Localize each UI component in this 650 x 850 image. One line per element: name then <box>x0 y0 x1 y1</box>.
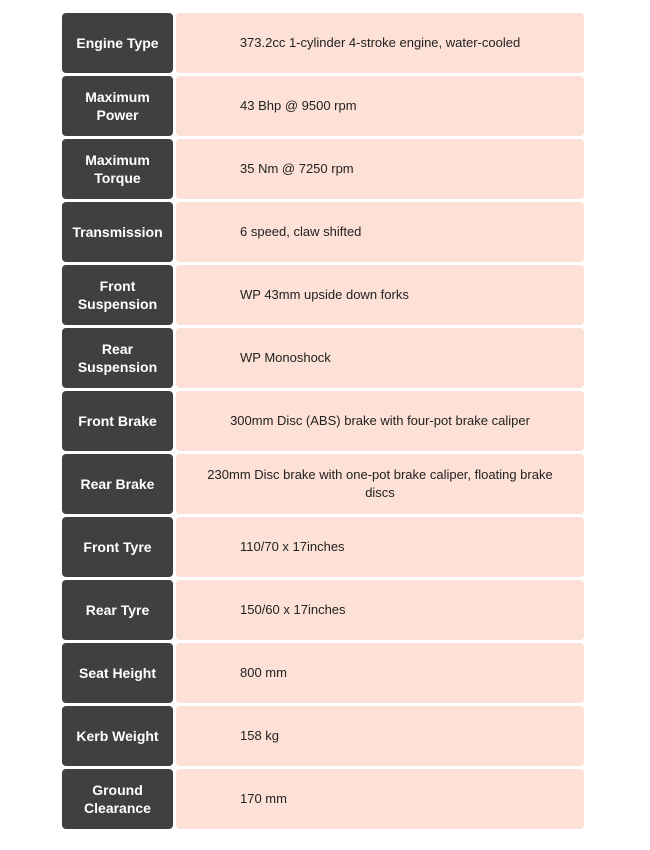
spec-label: Transmission <box>62 202 173 262</box>
spec-row-maximum-power <box>62 76 584 136</box>
spec-label: Front Suspension <box>62 265 173 325</box>
spec-label: Rear Suspension <box>62 328 173 388</box>
spec-value: 43 Bhp @ 9500 rpm <box>176 76 584 136</box>
spec-value: WP 43mm upside down forks <box>176 265 584 325</box>
spec-value: 373.2cc 1-cylinder 4-stroke engine, water-cooled <box>176 13 584 73</box>
spec-label: Engine Type <box>62 13 173 73</box>
spec-label: Kerb Weight <box>62 706 173 766</box>
spec-row-front-suspension <box>62 265 584 325</box>
spec-row-seat-height <box>62 643 584 703</box>
spec-value: 150/60 x 17inches <box>176 580 584 640</box>
spec-row-front-tyre <box>62 517 584 577</box>
spec-value: 110/70 x 17inches <box>176 517 584 577</box>
spec-label: Seat Height <box>62 643 173 703</box>
spec-row-engine-type <box>62 13 584 73</box>
spec-label: Front Tyre <box>62 517 173 577</box>
spec-label: Maximum Torque <box>62 139 173 199</box>
spec-value: 800 mm <box>176 643 584 703</box>
spec-value: 6 speed, claw shifted <box>176 202 584 262</box>
spec-value: WP Monoshock <box>176 328 584 388</box>
spec-value: 158 kg <box>176 706 584 766</box>
spec-row-kerb-weight <box>62 706 584 766</box>
spec-row-rear-tyre <box>62 580 584 640</box>
spec-label: Rear Brake <box>62 454 173 514</box>
spec-value: 300mm Disc (ABS) brake with four-pot brake caliper <box>176 391 584 451</box>
spec-value: 35 Nm @ 7250 rpm <box>176 139 584 199</box>
spec-label: Maximum Power <box>62 76 173 136</box>
spec-row-ground-clearance <box>62 769 584 829</box>
spec-label: Rear Tyre <box>62 580 173 640</box>
spec-value: 230mm Disc brake with one-pot brake caliper, floating brake discs <box>176 454 584 514</box>
spec-label: Front Brake <box>62 391 173 451</box>
spec-row-rear-suspension <box>62 328 584 388</box>
spec-row-transmission <box>62 202 584 262</box>
spec-label: Ground Clearance <box>62 769 173 829</box>
spec-row-front-brake <box>62 391 584 451</box>
spec-row-maximum-torque <box>62 139 584 199</box>
spec-row-rear-brake <box>62 454 584 514</box>
spec-value: 170 mm <box>176 769 584 829</box>
